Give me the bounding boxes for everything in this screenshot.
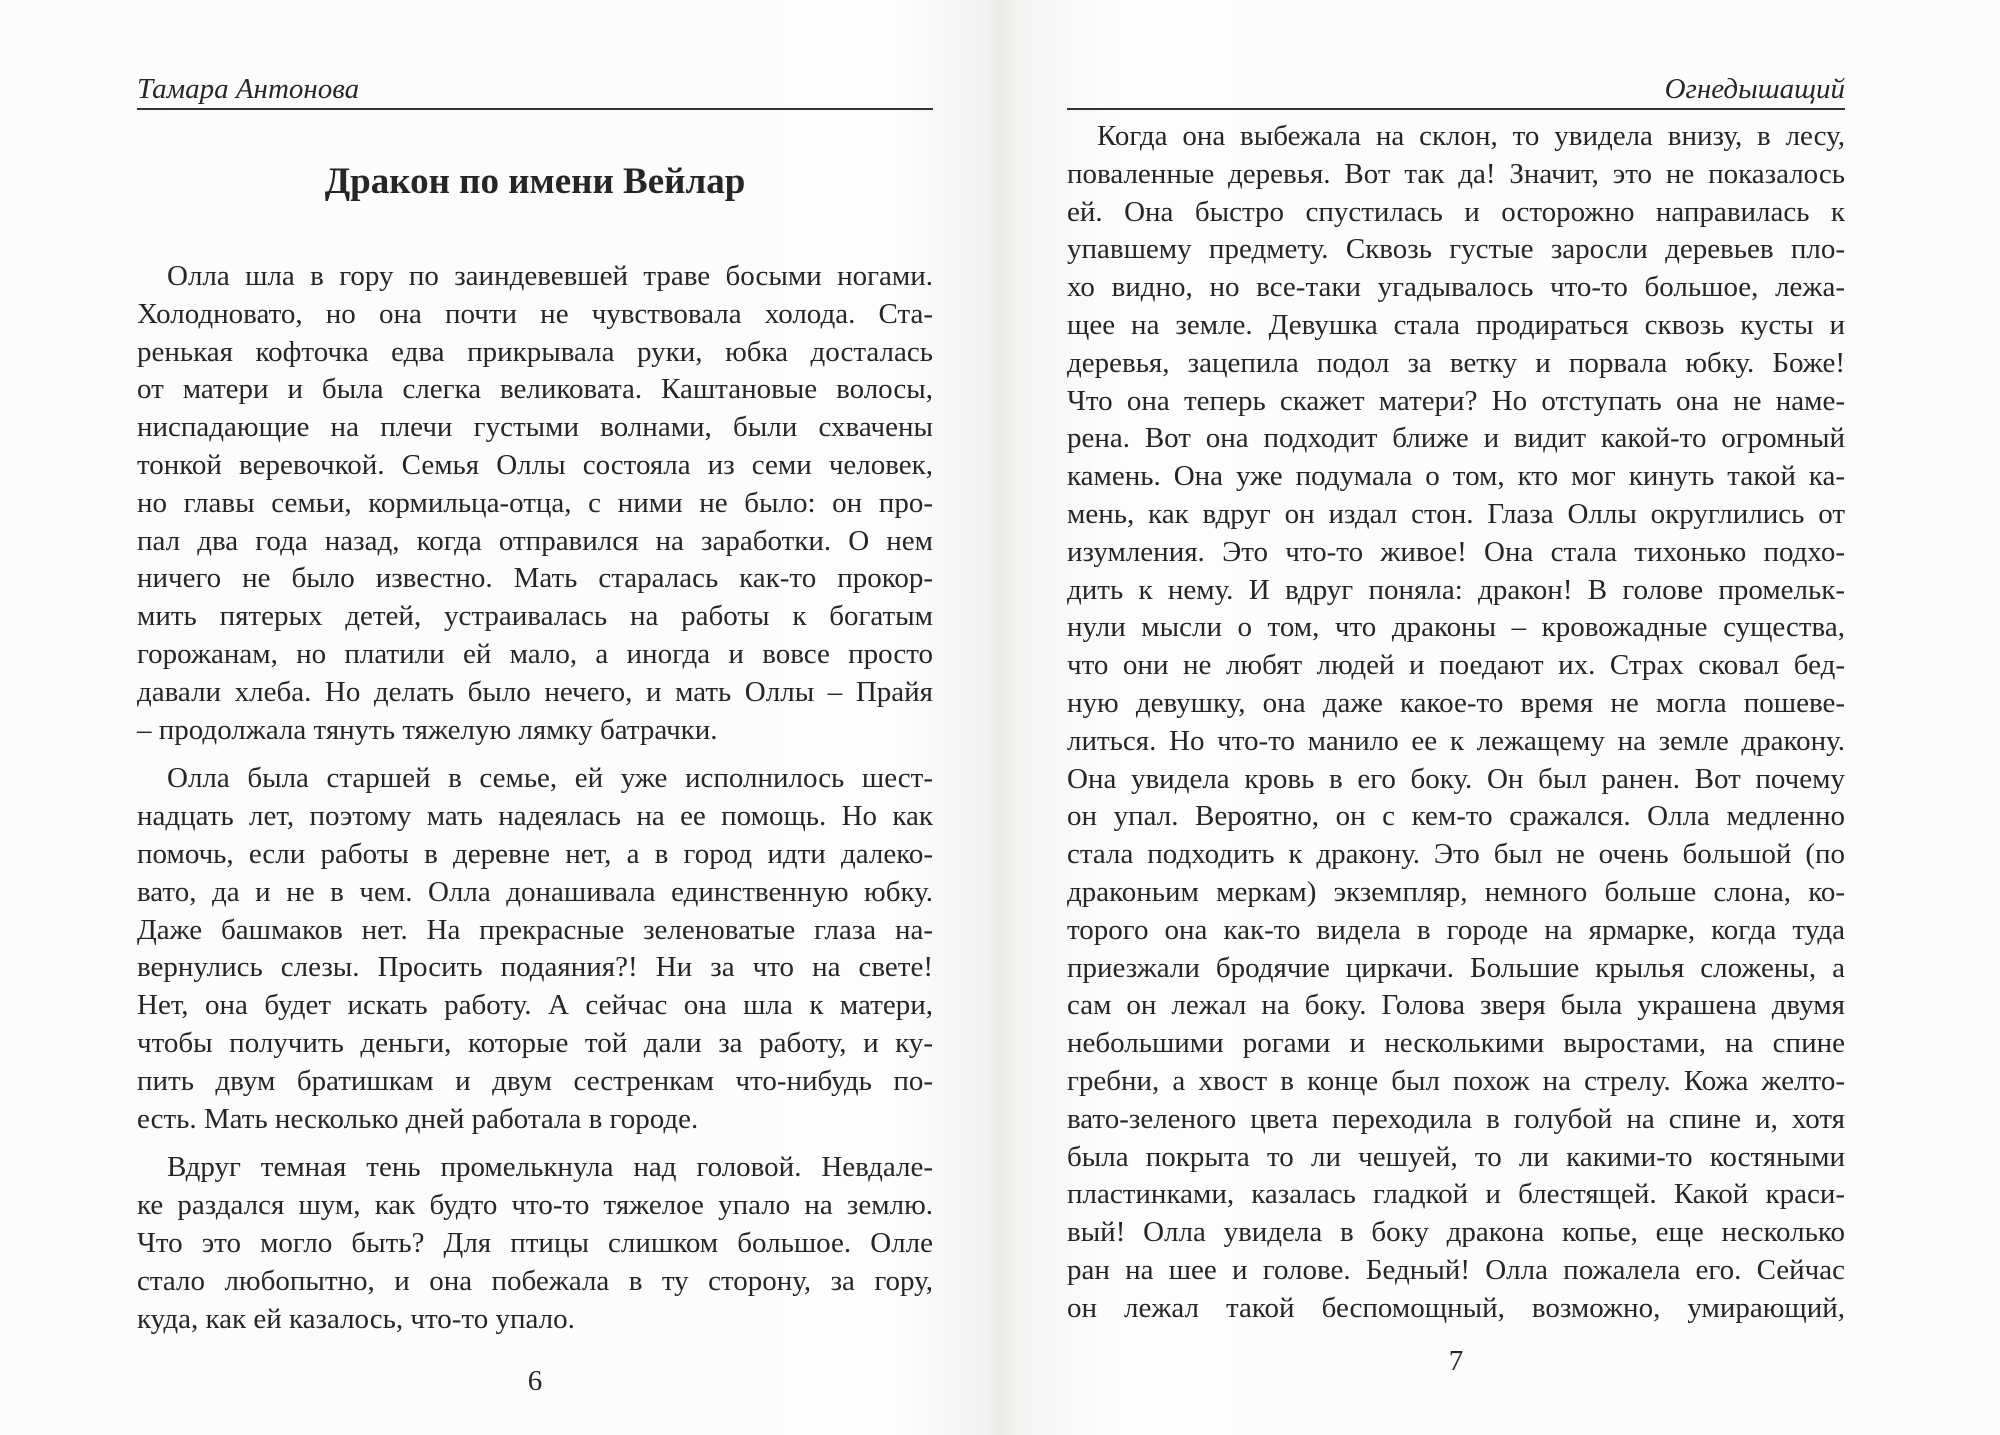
text-line: горожанам, но платили ей мало, а иногда и вовсе просто (137, 637, 933, 670)
text-line: вернулись слезы. Просить подаяния?! Ни за что на свете! (137, 951, 933, 984)
text-line: мень, как вдруг он издал стон. Глаза Оллы округлились от (1067, 497, 1845, 530)
text-line: ей. Она быстро спустилась и осторожно направилась к (1067, 195, 1845, 228)
text-line: Что это могло быть? Для птицы слишком большое. Олле (137, 1226, 933, 1259)
text-line: нули мысли о том, что драконы – кровожадные существа, (1067, 611, 1845, 644)
text-line: изумления. Это что-то живое! Она стала тихонько подхо- (1067, 535, 1845, 568)
text-line: куда, как ей казалось, что-то упало. (137, 1302, 575, 1335)
text-line: от матери и была слегка великовата. Каштановые волосы, (137, 373, 933, 406)
text-line: ке раздался шум, как будто что-то тяжелое упало на землю. (137, 1189, 933, 1222)
text-line: Нет, она будет искать работу. А сейчас она шла к матери, (137, 989, 933, 1022)
paragraph (137, 258, 933, 749)
text-line: ниспадающие на плечи густыми волнами, были схвачены (137, 411, 933, 444)
text-line: гребни, а хвост в конце был похож на стрелу. Кожа желто- (1067, 1064, 1845, 1097)
paragraph (137, 1149, 933, 1338)
running-header-author (137, 72, 933, 110)
text-line: ран на шее и голове. Бедный! Олла пожалела его. Сейчас (1067, 1253, 1845, 1286)
right-page-body (1067, 118, 1845, 1328)
chapter-title: Дракон по имени Вейлар (324, 161, 746, 202)
text-line: мить пятерых детей, устраивалась на работы к богатым (137, 600, 933, 633)
text-line: литься. Но что-то манило ее к лежащему на земле дракону. (1067, 724, 1845, 757)
text-line: Олла шла в гору по заиндевевшей траве босыми ногами. (167, 260, 933, 292)
text-line: приезжали бродячие циркачи. Большие крылья сложены, а (1067, 951, 1845, 984)
text-line: Что она теперь скажет матери? Но отступать она не наме- (1067, 384, 1845, 417)
header-text: Тамара Антонова (137, 73, 360, 105)
text-line: камень. Она уже подумала о том, кто мог кинуть такой ка- (1067, 460, 1845, 493)
text-line: чтобы получить деньги, которые той дали за работу, и ку- (137, 1026, 933, 1059)
text-line: пластинками, казалась гладкой и блестящей. Какой краси- (1067, 1178, 1845, 1211)
text-line: стала подходить к дракону. Это был не очень большой (по (1067, 838, 1845, 871)
page-number: 6 (527, 1365, 543, 1397)
running-header-book-title (1067, 72, 1845, 110)
text-line: Даже башмаков нет. На прекрасные зеленоватые глаза на- (137, 913, 933, 946)
text-line: поваленные деревья. Вот так да! Значит, это не показалось (1067, 157, 1845, 190)
header-text: Огнедышащий (1664, 73, 1845, 105)
text-line: Она увидела кровь в его боку. Он был ранен. Вот почему (1067, 762, 1845, 795)
text-line: стало любопытно, и она побежала в ту сторону, за гору, (137, 1264, 933, 1297)
text-line: торого она как-то видела в городе на ярмарке, когда туда (1067, 913, 1845, 946)
text-line: он упал. Вероятно, он с кем-то сражался. Олла медленно (1067, 800, 1845, 833)
text-line: ную девушку, она даже какое-то время не могла пошеве- (1067, 686, 1845, 719)
paragraph (1067, 118, 1845, 1328)
text-line: давали хлеба. Но делать было нечего, и мать Оллы – Прайя (137, 675, 933, 708)
text-line: деревья, зацепила подол за ветку и порвала юбку. Боже! (1067, 346, 1845, 379)
text-line: пал два года назад, когда отправился на заработки. О нем (137, 524, 933, 557)
page-number: 7 (1448, 1345, 1464, 1377)
text-line: надцать лет, поэтому мать надеялась на ее помощь. Но как (137, 800, 933, 833)
text-line: он лежал такой беспомощный, возможно, умирающий, (1067, 1291, 1845, 1324)
text-line: Когда она выбежала на склон, то увидела внизу, в лесу, (1097, 120, 1845, 152)
text-line: есть. Мать несколько дней работала в городе. (137, 1102, 699, 1135)
text-line: ренькая кофточка едва прикрывала руки, юбка досталась (137, 335, 933, 368)
text-line: дить к нему. И вдруг поняла: дракон! В голове промельк- (1067, 573, 1845, 606)
text-line: пить двум братишкам и двум сестренкам что-нибудь по- (137, 1064, 933, 1097)
paragraph (137, 760, 933, 1138)
left-page-body (137, 258, 933, 1338)
text-line: что они не любят людей и поедают их. Страх сковал бед- (1067, 649, 1845, 682)
text-line: щее на земле. Девушка стала продираться сквозь кусты и (1067, 308, 1845, 341)
text-line: хо видно, но все-таки угадывалось что-то большое, лежа- (1067, 271, 1845, 304)
text-line: помочь, если работы в деревне нет, а в город идти далеко- (137, 837, 933, 870)
text-line: упавшему предмету. Сквозь густые заросли деревьев пло- (1067, 233, 1845, 266)
text-line: Холодновато, но она почти не чувствовала холода. Ста- (137, 297, 933, 330)
text-line: но главы семьи, кормильца-отца, с ними не было: он про- (137, 486, 933, 519)
text-line: Олла была старшей в семье, ей уже исполнилось шест- (167, 762, 933, 795)
text-line: Вдруг темная тень промелькнула над головой. Невдале- (167, 1151, 933, 1184)
text-line: сам он лежал на боку. Голова зверя была украшена двумя (1067, 989, 1845, 1022)
text-line: вый! Олла увидела в боку дракона копье, еще несколько (1067, 1216, 1845, 1249)
text-line: драконьим меркам) экземпляр, немного больше слона, ко- (1067, 875, 1845, 908)
text-line: небольшими рогами и несколькими выростами, на спине (1067, 1027, 1845, 1060)
text-line: вато-зеленого цвета переходила в голубой на спине и, хотя (1067, 1102, 1845, 1135)
text-line: рена. Вот она подходит ближе и видит какой-то огромный (1067, 422, 1845, 455)
text-line: ничего не было известно. Мать старалась как-то прокор- (137, 562, 933, 595)
text-line: вато, да и не в чем. Олла донашивала единственную юбку. (137, 875, 933, 908)
text-line: была покрыта то ли чешуей, то ли какими-то костяными (1067, 1140, 1845, 1173)
text-line: тонкой веревочкой. Семья Оллы состояла из семи человек, (137, 448, 933, 481)
text-line: – продолжала тянуть тяжелую лямку батрачки. (137, 713, 718, 746)
